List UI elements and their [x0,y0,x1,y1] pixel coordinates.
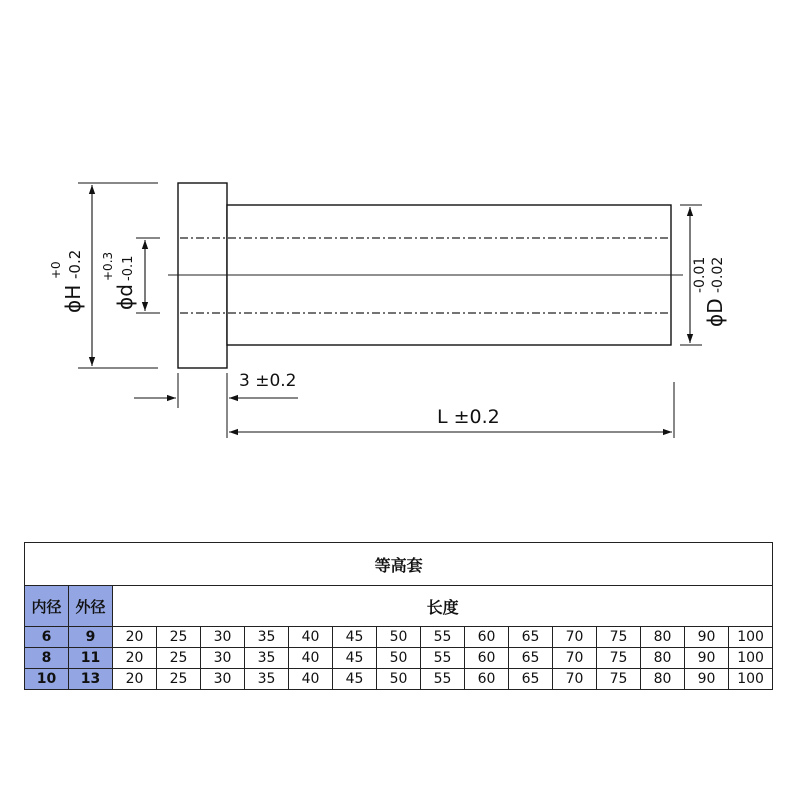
length-cell: 70 [553,669,597,690]
length-cell: 25 [157,669,201,690]
length-cell: 30 [201,669,245,690]
outer-dia-cell: 11 [69,648,113,669]
svg-text:-0.2: -0.2 [66,249,84,279]
length-cell: 25 [157,627,201,648]
table-row [25,627,773,648]
svg-text:-0.02: -0.02 [710,256,726,293]
length-cell: 60 [465,669,509,690]
length-cell: 40 [289,627,333,648]
length-cell: 20 [113,627,157,648]
outer-dia-cell: 13 [69,669,113,690]
svg-text:-0.1: -0.1 [121,255,136,281]
svg-text:+0: +0 [49,261,63,279]
table-row [25,669,773,690]
length-cell: 75 [597,648,641,669]
svg-text:ϕH: ϕH [61,284,85,313]
svg-text:-0.01: -0.01 [692,256,708,293]
length-cell: 70 [553,648,597,669]
inner-dia-cell: 10 [25,669,69,690]
length-cell: 80 [641,627,685,648]
length-cell: 30 [201,648,245,669]
bore-dia-label [101,252,137,310]
length-cell: 60 [465,627,509,648]
length-cell: 75 [597,627,641,648]
length-cell: 20 [113,669,157,690]
length-cell: 20 [113,648,157,669]
length-cell: 100 [729,648,773,669]
length-cell: 65 [509,627,553,648]
length-cell: 45 [333,648,377,669]
length-cell: 40 [289,648,333,669]
table-title: 等高套 [25,543,773,586]
body-dia-label [692,257,727,327]
head-dia-label [49,250,85,313]
length-cell: 65 [509,648,553,669]
table-row [25,648,773,669]
inner-dia-header: 内径 [25,586,69,627]
length-cell: 90 [685,627,729,648]
length-cell: 30 [201,627,245,648]
length-cell: 50 [377,627,421,648]
length-cell: 50 [377,669,421,690]
length-cell: 100 [729,669,773,690]
outer-dia-header: 外径 [69,586,113,627]
length-cell: 65 [509,669,553,690]
length-cell: 35 [245,669,289,690]
length-cell: 35 [245,627,289,648]
length-label: L ±0.2 [437,406,500,428]
length-cell: 90 [685,669,729,690]
length-cell: 75 [597,669,641,690]
inner-dia-cell: 6 [25,627,69,648]
outer-dia-cell: 9 [69,627,113,648]
length-cell: 55 [421,627,465,648]
svg-text:ϕd: ϕd [113,284,137,310]
length-cell: 55 [421,648,465,669]
length-cell: 45 [333,627,377,648]
length-cell: 35 [245,648,289,669]
inner-dia-cell: 8 [25,648,69,669]
svg-text:ϕD: ϕD [703,298,727,327]
spec-table [24,542,773,690]
length-cell: 50 [377,648,421,669]
svg-text:+0.3: +0.3 [101,251,115,281]
length-cell: 80 [641,648,685,669]
length-cell: 25 [157,648,201,669]
length-cell: 45 [333,669,377,690]
head-thickness-label: 3 ±0.2 [239,371,297,391]
length-cell: 100 [729,627,773,648]
length-cell: 80 [641,669,685,690]
length-cell: 60 [465,648,509,669]
length-cell: 40 [289,669,333,690]
length-header: 长度 [113,586,773,627]
length-cell: 90 [685,648,729,669]
length-cell: 70 [553,627,597,648]
length-cell: 55 [421,669,465,690]
